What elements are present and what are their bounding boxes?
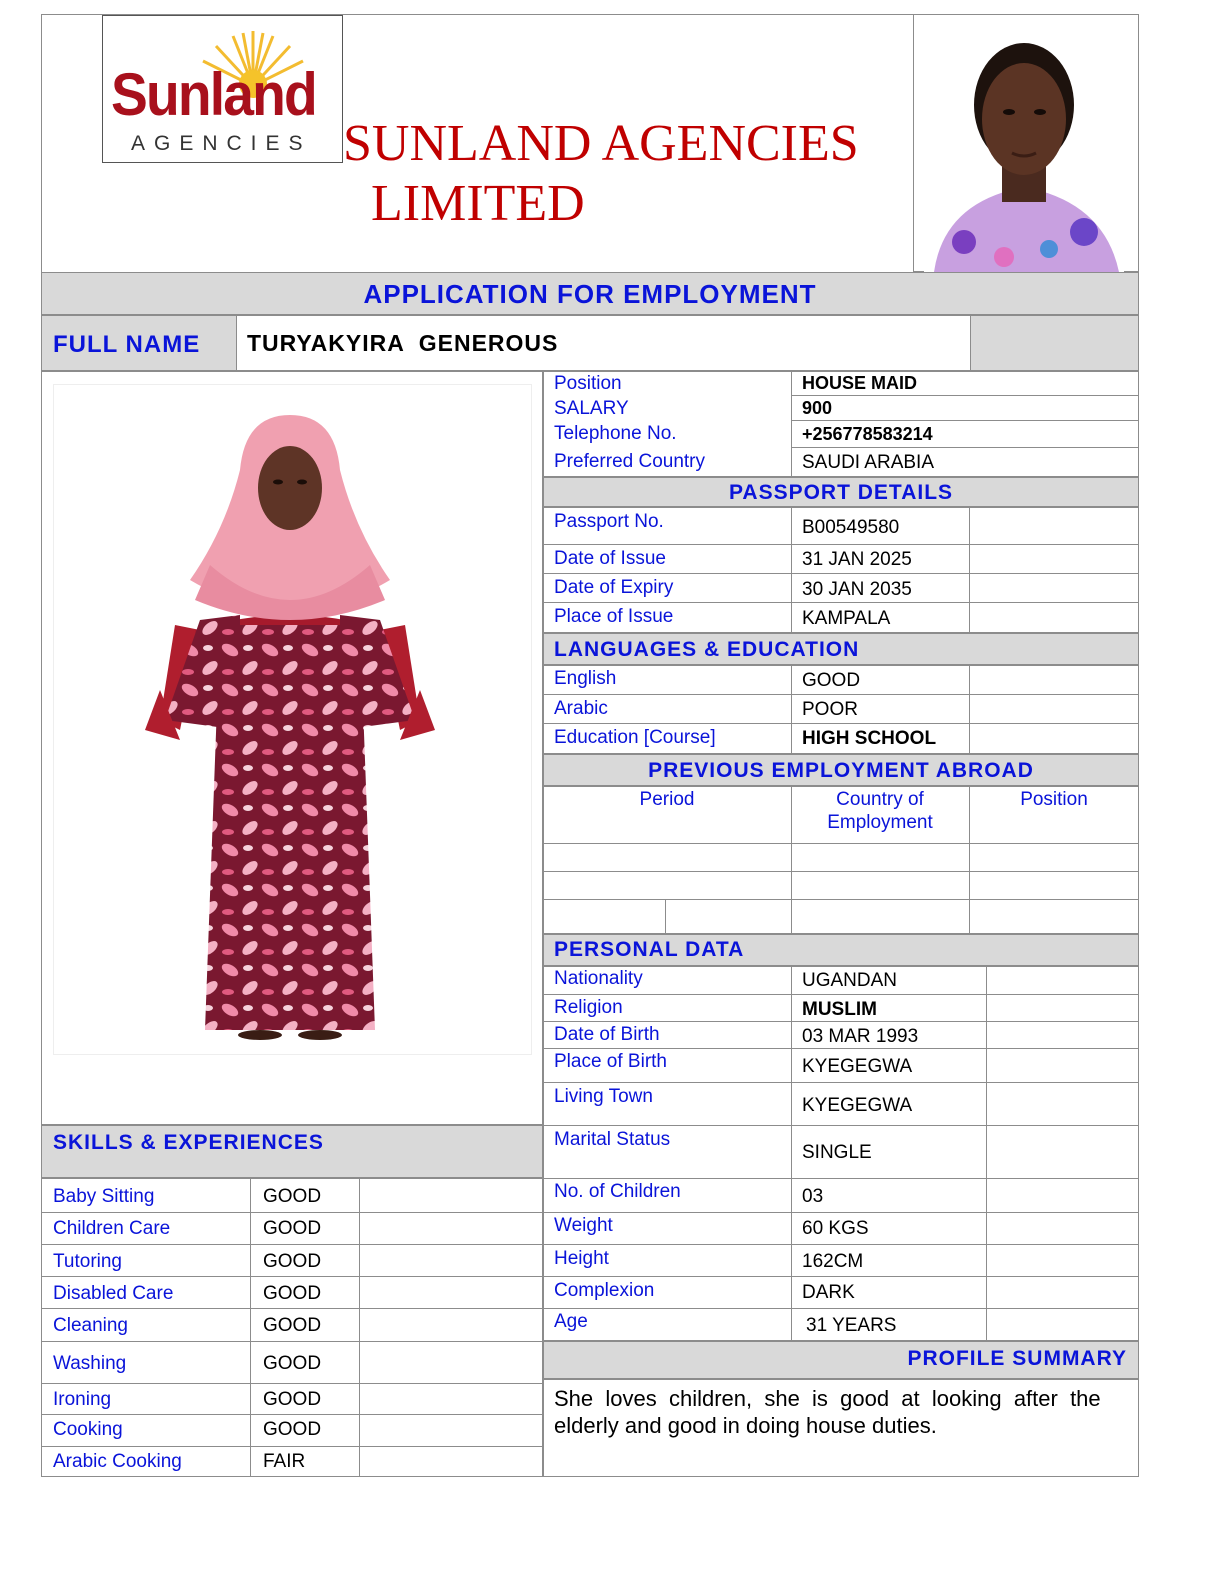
passport-header: PASSPORT DETAILS (728, 481, 954, 504)
skill-children-care-label: Children Care (53, 1218, 171, 1239)
skill-arabic-cooking-label: Arabic Cooking (53, 1451, 182, 1472)
skill-tutoring-label: Tutoring (53, 1251, 122, 1272)
job-row-divider (791, 371, 792, 477)
personal-grid-h (543, 1178, 1139, 1179)
passport-no-value: B00549580 (802, 517, 900, 538)
age-value: 31 YEARS (806, 1315, 897, 1336)
period-column-header: Period (639, 789, 695, 810)
skill-arabic-cooking-value: FAIR (263, 1451, 306, 1472)
skills-grid-h (41, 1446, 543, 1447)
job-row-divider (791, 420, 1139, 421)
personal-grid-v2 (986, 966, 987, 1341)
languages-header: LANGUAGES & EDUCATION (554, 638, 860, 661)
skill-ironing-label: Ironing (53, 1389, 112, 1410)
lang-grid-h (543, 723, 1139, 724)
skills-grid-h (41, 1341, 543, 1342)
preferred-country-value: SAUDI ARABIA (802, 452, 934, 473)
marital-status-value: SINGLE (802, 1142, 872, 1163)
skills-grid-h (41, 1414, 543, 1415)
skills-grid-v1 (250, 1178, 251, 1477)
education-label: Education [Course] (554, 727, 716, 748)
form-title: APPLICATION FOR EMPLOYMENT (363, 279, 817, 309)
profile-summary-line1: She loves children, she is good at looking after the (554, 1386, 1101, 1411)
prev-grid-v3 (665, 900, 666, 934)
company-name-line1: SUNLAND AGENCIES (343, 115, 859, 172)
skill-disabled-care-value: GOOD (263, 1283, 322, 1304)
complexion-label: Complexion (554, 1280, 655, 1301)
living-town-value: KYEGEGWA (802, 1095, 913, 1116)
profile-summary-line2: elderly and good in doing house duties. (554, 1413, 937, 1438)
education-value: HIGH SCHOOL (802, 728, 937, 749)
telephone-label: Telephone No. (554, 423, 677, 444)
company-logo (102, 15, 343, 163)
personal-grid-h (543, 1048, 1139, 1049)
date-of-expiry-label: Date of Expiry (554, 577, 674, 598)
prev-grid-h (543, 843, 1139, 844)
full-name-extra-cell (970, 315, 1139, 371)
salary-value: 900 (802, 398, 833, 418)
skills-grid-h (41, 1308, 543, 1309)
passport-grid-v2 (969, 507, 970, 633)
lang-grid-v1 (791, 665, 792, 754)
salary-label: SALARY (554, 398, 629, 419)
skills-header: SKILLS & EXPERIENCES (53, 1131, 324, 1154)
preferred-country-label: Preferred Country (554, 451, 706, 472)
personal-grid-h (543, 1212, 1139, 1213)
logo-wordmark: Sunland (111, 61, 316, 128)
personal-grid-h (543, 1276, 1139, 1277)
personal-grid-h (543, 1308, 1139, 1309)
place-of-issue-value: KAMPALA (802, 608, 891, 629)
passport-no-label: Passport No. (554, 511, 664, 532)
skill-disabled-care-label: Disabled Care (53, 1283, 174, 1304)
living-town-label: Living Town (554, 1086, 653, 1107)
skill-baby-sitting-label: Baby Sitting (53, 1186, 155, 1207)
applicant-full-body-photo (140, 400, 440, 1040)
personal-data-header: PERSONAL DATA (554, 938, 745, 961)
height-value: 162CM (802, 1251, 864, 1272)
telephone-value: +256778583214 (802, 424, 933, 444)
skills-grid-h (41, 1244, 543, 1245)
skill-cleaning-value: GOOD (263, 1315, 322, 1336)
passport-grid-v1 (791, 507, 792, 633)
skill-baby-sitting-value: GOOD (263, 1186, 322, 1207)
date-of-expiry-value: 30 JAN 2035 (802, 579, 912, 600)
weight-value: 60 KGS (802, 1218, 869, 1239)
prev-grid-h (543, 871, 1139, 872)
job-row-divider (791, 447, 1139, 448)
logo-subtitle: AGENCIES (131, 132, 312, 155)
lang-grid-h (543, 694, 1139, 695)
applicant-portrait-photo (924, 27, 1124, 272)
skill-tutoring-value: GOOD (263, 1251, 322, 1272)
previous-employment-header: PREVIOUS EMPLOYMENT ABROAD (648, 759, 1034, 782)
skill-ironing-value: GOOD (263, 1389, 322, 1410)
children-value: 03 (802, 1186, 824, 1207)
place-of-issue-label: Place of Issue (554, 606, 674, 627)
date-of-issue-label: Date of Issue (554, 548, 666, 569)
passport-grid-h (543, 544, 1139, 545)
passport-grid-h (543, 602, 1139, 603)
country-column-header-line1: Country of (836, 789, 924, 810)
height-label: Height (554, 1248, 609, 1269)
lang-grid-v2 (969, 665, 970, 754)
company-name-line2: LIMITED (371, 175, 585, 232)
date-of-birth-label: Date of Birth (554, 1024, 660, 1045)
skill-children-care-value: GOOD (263, 1218, 322, 1239)
english-value: GOOD (802, 670, 861, 691)
marital-status-label: Marital Status (554, 1129, 671, 1150)
skill-washing-label: Washing (53, 1353, 127, 1374)
skills-grid-h (41, 1383, 543, 1384)
job-row-divider (791, 395, 1139, 396)
religion-label: Religion (554, 997, 623, 1018)
position-label: Position (554, 373, 622, 394)
personal-grid-h (543, 1021, 1139, 1022)
religion-value: MUSLIM (802, 999, 877, 1020)
full-name-label: FULL NAME (53, 331, 201, 358)
passport-grid-h (543, 573, 1139, 574)
date-of-birth-value: 03 MAR 1993 (802, 1026, 919, 1047)
personal-grid-v1 (791, 966, 792, 1341)
complexion-value: DARK (802, 1282, 855, 1303)
skill-cooking-value: GOOD (263, 1419, 322, 1440)
place-of-birth-label: Place of Birth (554, 1051, 667, 1072)
skills-grid-v2 (359, 1178, 360, 1477)
skills-grid-h (41, 1212, 543, 1213)
skill-cooking-label: Cooking (53, 1419, 123, 1440)
english-label: English (554, 668, 617, 689)
skills-grid-h (41, 1276, 543, 1277)
profile-summary-header: PROFILE SUMMARY (907, 1347, 1127, 1370)
children-label: No. of Children (554, 1181, 681, 1202)
date-of-issue-value: 31 JAN 2025 (802, 549, 912, 570)
personal-grid-h (543, 1082, 1139, 1083)
full-name-value: TURYAKYIRA GENEROUS (247, 330, 559, 356)
personal-grid-h (543, 1125, 1139, 1126)
position-column-header: Position (1020, 789, 1088, 810)
nationality-label: Nationality (554, 968, 643, 989)
place-of-birth-value: KYEGEGWA (802, 1056, 913, 1077)
nationality-value: UGANDAN (802, 970, 898, 991)
country-column-header-line2: Employment (827, 812, 933, 833)
personal-grid-h (543, 1244, 1139, 1245)
prev-grid-h (543, 899, 1139, 900)
skill-cleaning-label: Cleaning (53, 1315, 128, 1336)
personal-grid-h (543, 994, 1139, 995)
age-label: Age (554, 1311, 588, 1332)
position-value: HOUSE MAID (802, 373, 918, 393)
weight-label: Weight (554, 1215, 613, 1236)
arabic-label: Arabic (554, 698, 608, 719)
skill-washing-value: GOOD (263, 1353, 322, 1374)
arabic-value: POOR (802, 699, 858, 720)
